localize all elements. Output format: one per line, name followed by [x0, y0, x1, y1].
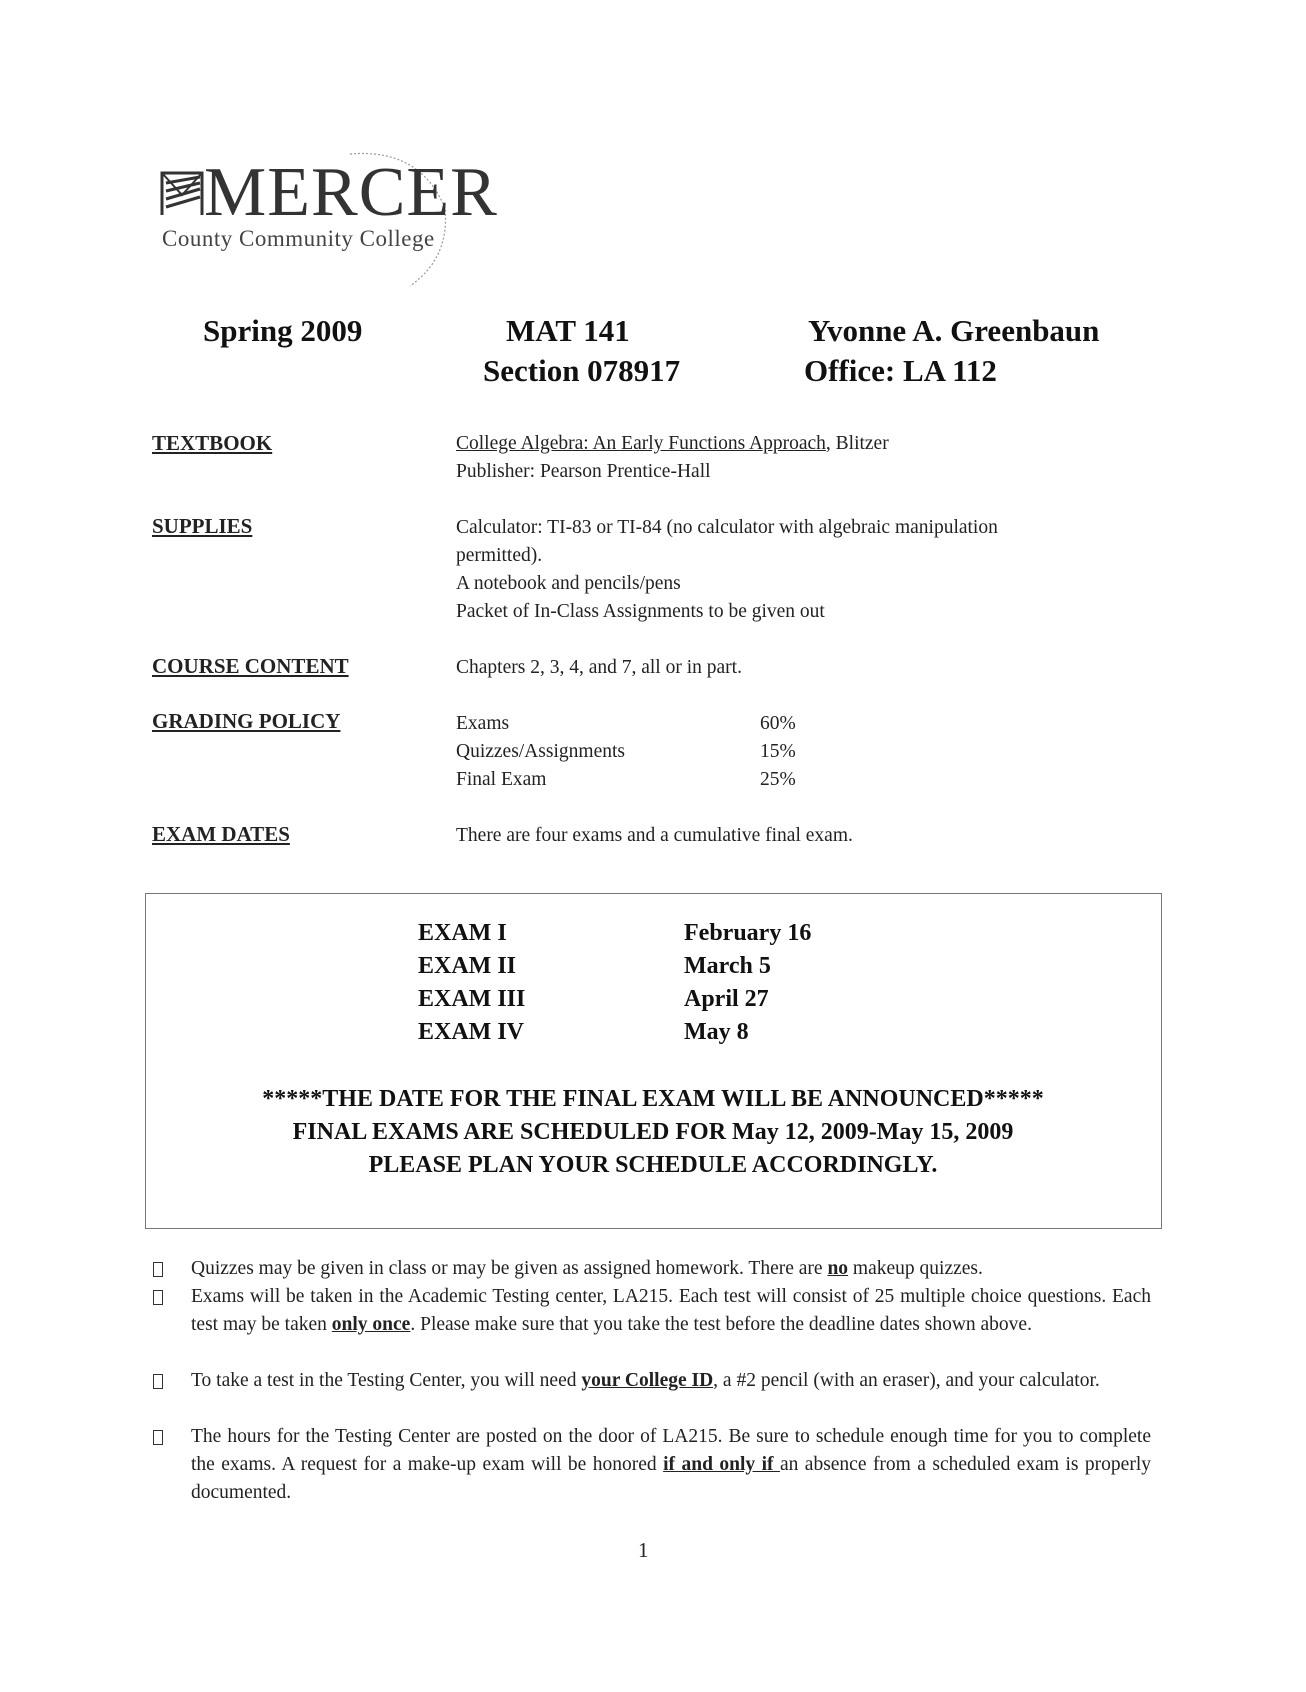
exam-name: EXAM III — [418, 986, 526, 1012]
final-exam-notice: *****THE DATE FOR THE FINAL EXAM WILL BE ANNOUNCED***** — [262, 1086, 1044, 1112]
supplies-line: Packet of In-Class Assignments to be given out — [456, 601, 825, 622]
bullet-box-icon — [153, 1290, 163, 1305]
bullet-exams-testing-center: Exams will be taken in the Academic Testing center, LA215. Each test will consist of 25 multiple choice questions. Each test may be taken only once. Please make sure that you take the test before the deadline dates shown above. — [191, 1286, 1151, 1335]
instructor-name: Yvonne A. Greenbaun — [808, 313, 1100, 348]
course-content-label: COURSE CONTENT — [152, 654, 349, 678]
logo-subtitle: County Community College — [162, 226, 435, 251]
grading-item: Exams — [456, 713, 510, 734]
emphasis-college-id: your College ID — [581, 1370, 714, 1391]
grading-item: Final Exam — [456, 769, 547, 790]
supplies-line: permitted). — [456, 545, 543, 566]
grading-policy-label: GRADING POLICY — [152, 709, 341, 733]
logo-wordmark — [160, 154, 498, 231]
course-content-text: Chapters 2, 3, 4, and 7, all or in part. — [456, 657, 742, 678]
textbook-publisher: Publisher: Pearson Prentice-Hall — [456, 461, 711, 482]
bullet-testing-hours: The hours for the Testing Center are posted on the door of LA215. Be sure to schedule enough time for you to complete the exams. A request for a make-up exam will be honored if and only if an absence from a scheduled exam is properly documented. — [191, 1426, 1151, 1503]
college-logo — [160, 154, 498, 278]
bullet-box-icon — [153, 1430, 163, 1445]
grading-weight: 25% — [760, 769, 796, 790]
bullet-box-icon — [153, 1262, 163, 1277]
emphasis-only-once: only once — [331, 1314, 411, 1335]
page-number: 1 — [638, 1538, 649, 1562]
supplies-line: A notebook and pencils/pens — [456, 573, 681, 594]
grading-weight: 60% — [760, 713, 796, 734]
grading-weight: 15% — [760, 741, 796, 762]
exam-dates-text: There are four exams and a cumulative final exam. — [456, 825, 853, 846]
exam-date: April 27 — [684, 986, 769, 1012]
section-number: Section 078917 — [483, 353, 681, 388]
term: Spring 2009 — [203, 313, 363, 348]
final-exam-schedule: FINAL EXAMS ARE SCHEDULED FOR May 12, 2009-May 15, 2009 — [292, 1119, 1014, 1145]
course-code: MAT 141 — [506, 313, 630, 348]
grading-item: Quizzes/Assignments — [456, 741, 625, 762]
bullet-test-requirements: To take a test in the Testing Center, you will need your College ID, a #2 pencil (with an eraser), and your calculator. — [191, 1370, 1100, 1391]
textbook-label: TEXTBOOK — [152, 431, 273, 455]
office-location: Office: LA 112 — [804, 353, 997, 388]
emphasis-no: no — [827, 1258, 849, 1279]
textbook-author: , Blitzer — [825, 433, 889, 454]
logo-m-mark-icon — [160, 169, 204, 217]
textbook-title-line — [456, 430, 889, 458]
exam-name: EXAM II — [418, 953, 517, 979]
exam-date: May 8 — [684, 1019, 749, 1045]
exam-date: February 16 — [684, 920, 812, 946]
bullet-quizzes: Quizzes may be given in class or may be given as assigned homework. There are no makeup quizzes. — [191, 1258, 983, 1279]
supplies-label: SUPPLIES — [152, 514, 253, 538]
exam-date: March 5 — [684, 953, 771, 979]
bullet-box-icon — [153, 1374, 163, 1389]
plan-schedule-note: PLEASE PLAN YOUR SCHEDULE ACCORDINGLY. — [368, 1152, 938, 1178]
textbook-title: College Algebra: An Early Functions Approach — [456, 433, 826, 454]
exam-name: EXAM IV — [418, 1019, 524, 1045]
logo-name: MERCER — [204, 154, 498, 231]
emphasis-if-and-only-if: if and only if — [663, 1454, 780, 1475]
exam-dates-label: EXAM DATES — [152, 822, 290, 846]
supplies-line: Calculator: TI-83 or TI-84 (no calculator with algebraic manipulation — [456, 517, 998, 538]
exam-name: EXAM I — [418, 920, 507, 946]
